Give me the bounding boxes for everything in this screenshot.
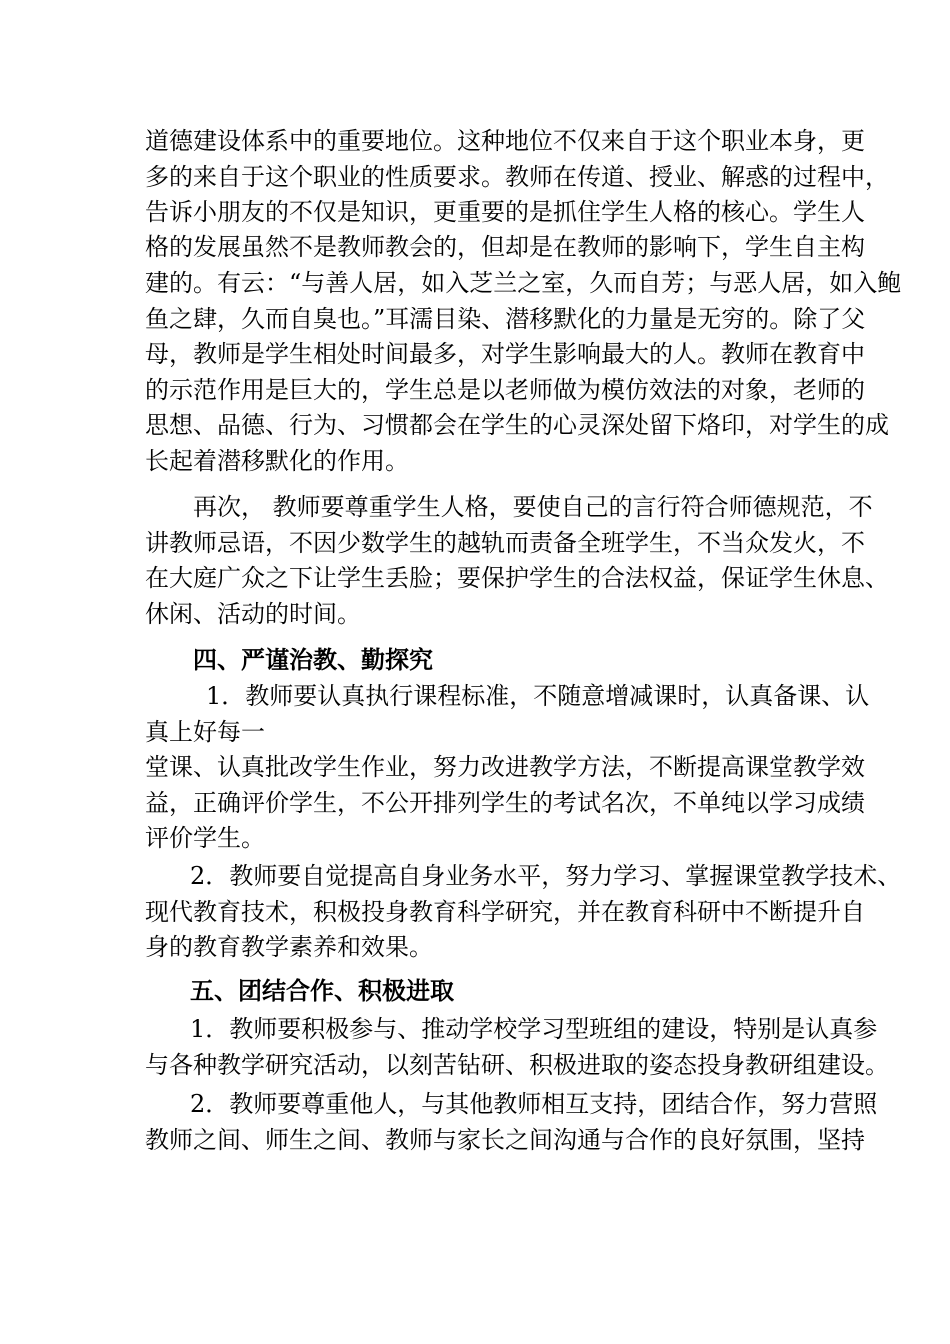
paragraph-line: 教师之间、师生之间、教师与家长之间沟通与合作的良好氛围，坚持 <box>145 1126 865 1154</box>
paragraph-line: 身的教育教学素养和效果。 <box>145 933 433 961</box>
paragraph-line: 真上好每一 <box>145 718 265 746</box>
paragraph-line: 再次， 教师要尊重学生人格，要使自己的言行符合师德规范，不 <box>193 493 873 521</box>
paragraph-line: 评价学生。 <box>145 824 265 852</box>
paragraph-line: 的示范作用是巨大的，学生总是以老师做为模仿效法的对象，老师的 <box>145 376 865 404</box>
paragraph-line: 休闲、活动的时间。 <box>145 600 361 628</box>
paragraph-line: 思想、品德、行为、习惯都会在学生的心灵深处留下烙印，对学生的成 <box>145 411 889 439</box>
paragraph-line: 1．教师要积极参与、推动学校学习型班组的建设，特别是认真参 <box>190 1015 878 1043</box>
paragraph-line: 母，教师是学生相处时间最多，对学生影响最大的人。教师在教育中 <box>145 340 865 368</box>
paragraph-line: 格的发展虽然不是教师教会的，但却是在教师的影响下，学生自主构 <box>145 233 865 261</box>
paragraph-line: 2．教师要尊重他人，与其他教师相互支持，团结合作，努力营照 <box>190 1090 878 1118</box>
paragraph-line: 长起着潜移默化的作用。 <box>145 447 409 475</box>
paragraph-line: 讲教师忌语，不因少数学生的越轨而责备全班学生，不当众发火，不 <box>145 529 865 557</box>
paragraph-line: 建的。有云：“与善人居，如入芝兰之室，久而自芳；与恶人居，如入鲍 <box>145 269 902 297</box>
paragraph-line: 益，正确评价学生，不公开排列学生的考试名次，不单纯以学习成绩 <box>145 789 865 817</box>
paragraph-line: 与各种教学研究活动，以刻苦钻研、积极进取的姿态投身教研组建设。 <box>145 1051 889 1079</box>
paragraph-line: 多的来自于这个职业的性质要求。教师在传道、授业、解惑的过程中， <box>145 163 889 191</box>
section-heading: 五、团结合作、积极进取 <box>190 976 454 1005</box>
section-heading: 四、严谨治教、勤探究 <box>193 645 433 674</box>
paragraph-line: 鱼之肆，久而自臭也。”耳濡目染、潜移默化的力量是无穷的。除了父 <box>145 305 866 333</box>
paragraph-line: 堂课、认真批改学生作业，努力改进教学方法，不断提高课堂教学效 <box>145 753 865 781</box>
paragraph-line: 现代教育技术，积极投身教育科学研究，并在教育科研中不断提升自 <box>145 898 865 926</box>
paragraph-line: 1．教师要认真执行课程标准，不随意增减课时，认真备课、认 <box>206 682 870 710</box>
paragraph-line: 道德建设体系中的重要地位。这种地位不仅来自于这个职业本身，更 <box>145 127 865 155</box>
paragraph-line: 2．教师要自觉提高自身业务水平，努力学习、掌握课堂教学技术、 <box>190 862 902 890</box>
paragraph-line: 在大庭广众之下让学生丢脸；要保护学生的合法权益，保证学生休息、 <box>145 564 889 592</box>
paragraph-line: 告诉小朋友的不仅是知识，更重要的是抓住学生人格的核心。学生人 <box>145 198 865 226</box>
